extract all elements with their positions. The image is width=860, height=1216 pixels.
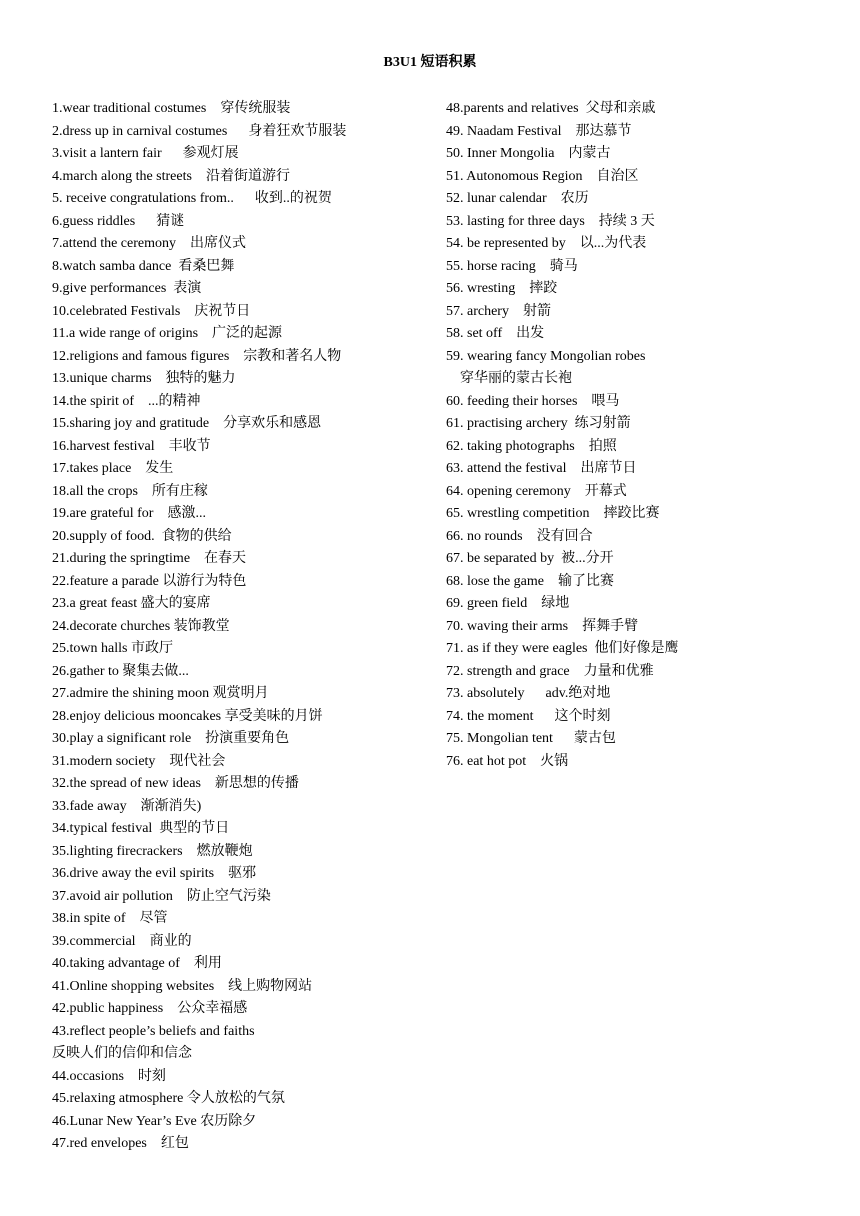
phrase-item: 4.march along the streets 沿着街道游行: [52, 168, 290, 184]
phrase-item: 57. archery 射箭: [446, 303, 551, 319]
phrase-item: 37.avoid air pollution 防止空气污染: [52, 888, 271, 904]
phrase-item: 13.unique charms 独特的魅力: [52, 371, 236, 386]
phrase-list-right: [446, 98, 846, 773]
phrase-item: 36.drive away the evil spirits 驱邪: [52, 866, 257, 881]
phrase-item: 24.decorate churches 装饰教堂: [52, 618, 230, 634]
phrase-item: 64. opening ceremony 开幕式: [446, 483, 627, 499]
phrase-item: 41.Online shopping websites 线上购物网站: [52, 978, 313, 994]
phrase-item: 26.gather to 聚集去做...: [52, 663, 189, 679]
phrase-item: 76. eat hot pot 火锅: [446, 753, 569, 769]
phrase-item: 51. Autonomous Region 自治区: [446, 168, 639, 184]
phrase-item: 18.all the crops 所有庄稼: [52, 483, 208, 499]
phrase-item: 54. be represented by 以...为代表: [446, 236, 647, 251]
phrase-item: 25.town halls 市政厅: [52, 641, 173, 656]
phrase-item: 52. lunar calendar 农历: [446, 191, 589, 206]
phrase-item: 60. feeding their horses 喂马: [446, 393, 620, 409]
phrase-item: 49. Naadam Festival 那达慕节: [446, 123, 632, 139]
phrase-item: 35.lighting firecrackers 燃放鞭炮: [52, 843, 253, 859]
phrase-item: 59. wearing fancy Mongolian robes: [446, 348, 646, 364]
phrase-item: 31.modern society 现代社会: [52, 753, 226, 769]
phrase-item: 16.harvest festival 丰收节: [52, 438, 211, 454]
phrase-item: 67. be separated by 被...分开: [446, 551, 614, 566]
phrase-item: 反映人们的信仰和信念: [52, 1046, 192, 1061]
phrase-item: 20.supply of food. 食物的供给: [52, 528, 232, 544]
phrase-item: 71. as if they were eagles 他们好像是鹰: [446, 641, 679, 656]
phrase-item: 30.play a significant role 扮演重要角色: [52, 731, 290, 746]
phrase-item: 15.sharing joy and gratitude 分享欢乐和感恩: [52, 416, 322, 431]
phrase-item: 42.public happiness 公众幸福感: [52, 1001, 248, 1016]
phrase-item: 44.occasions 时刻: [52, 1068, 166, 1084]
phrase-item: 56. wresting 摔跤: [446, 281, 558, 296]
phrase-item: 2.dress up in carnival costumes 身着狂欢节服装: [52, 123, 347, 139]
phrase-item: 34.typical festival 典型的节日: [52, 821, 230, 836]
phrase-item: 9.give performances 表演: [52, 281, 202, 296]
phrase-item: 27.admire the shining moon 观赏明月: [52, 686, 269, 701]
phrase-item: 75. Mongolian tent 蒙古包: [446, 731, 616, 746]
phrase-item: 1.wear traditional costumes 穿传统服装: [52, 101, 291, 116]
phrase-item: 62. taking photographs 拍照: [446, 438, 617, 454]
phrase-item: 43.reflect people’s beliefs and faiths: [52, 1023, 255, 1039]
phrase-item: 68. lose the game 输了比赛: [446, 573, 614, 589]
phrase-item: 6.guess riddles 猜谜: [52, 213, 185, 229]
phrase-item: 66. no rounds 没有回合: [446, 528, 593, 544]
phrase-item: 58. set off 出发: [446, 326, 545, 341]
phrase-item: 12.religions and famous figures 宗教和著名人物: [52, 348, 342, 364]
phrase-item: 69. green field 绿地: [446, 596, 570, 611]
phrase-item: 45.relaxing atmosphere 令人放松的气氛: [52, 1091, 285, 1106]
phrase-item: 穿华丽的蒙古长袍: [446, 371, 572, 386]
phrase-item: 5. receive congratulations from.. 收到..的祝贺: [52, 191, 332, 206]
page-title: B3U1 短语积累: [383, 55, 477, 70]
phrase-item: 17.takes place 发生: [52, 461, 174, 476]
phrase-item: 21.during the springtime 在春天: [52, 551, 247, 566]
phrase-item: 33.fade away 渐渐消失): [52, 798, 202, 814]
phrase-item: 46.Lunar New Year’s Eve 农历除夕: [52, 1113, 257, 1129]
phrase-item: 10.celebrated Festivals 庆祝节日: [52, 303, 251, 319]
phrase-item: 61. practising archery 练习射箭: [446, 416, 631, 431]
phrase-item: 28.enjoy delicious mooncakes 享受美味的月饼: [52, 708, 323, 724]
phrase-item: 47.red envelopes 红包: [52, 1136, 189, 1151]
phrase-item: 72. strength and grace 力量和优雅: [446, 663, 654, 679]
phrase-item: 14.the spirit of ...的精神: [52, 393, 201, 409]
phrase-item: 40.taking advantage of 利用: [52, 956, 222, 971]
phrase-item: 74. the moment 这个时刻: [446, 708, 611, 724]
phrase-item: 70. waving their arms 挥舞手臂: [446, 618, 639, 634]
phrase-item: 63. attend the festival 出席节日: [446, 461, 637, 476]
phrase-item: 48.parents and relatives 父母和亲戚: [446, 101, 656, 116]
phrase-item: 19.are grateful for 感激...: [52, 506, 206, 521]
phrase-item: 22.feature a parade 以游行为特色: [52, 573, 247, 589]
phrase-item: 50. Inner Mongolia 内蒙古: [446, 146, 611, 161]
phrase-item: 55. horse racing 骑马: [446, 258, 578, 274]
phrase-item: 32.the spread of new ideas 新思想的传播: [52, 776, 299, 791]
phrase-item: 11.a wide range of origins 广泛的起源: [52, 326, 283, 341]
phrase-item: 3.visit a lantern fair 参观灯展: [52, 146, 239, 161]
phrase-list-left: [52, 98, 432, 1156]
phrase-item: 73. absolutely adv.绝对地: [446, 686, 611, 701]
phrase-item: 8.watch samba dance 看桑巴舞: [52, 258, 235, 274]
phrase-item: 7.attend the ceremony 出席仪式: [52, 236, 247, 251]
phrase-item: 65. wrestling competition 摔跤比赛: [446, 506, 660, 521]
phrase-item: 53. lasting for three days 持续 3 天: [446, 213, 655, 229]
phrase-item: 39.commercial 商业的: [52, 933, 192, 949]
phrase-item: 38.in spite of 尽管: [52, 911, 168, 926]
phrase-item: 23.a great feast 盛大的宴席: [52, 596, 211, 611]
